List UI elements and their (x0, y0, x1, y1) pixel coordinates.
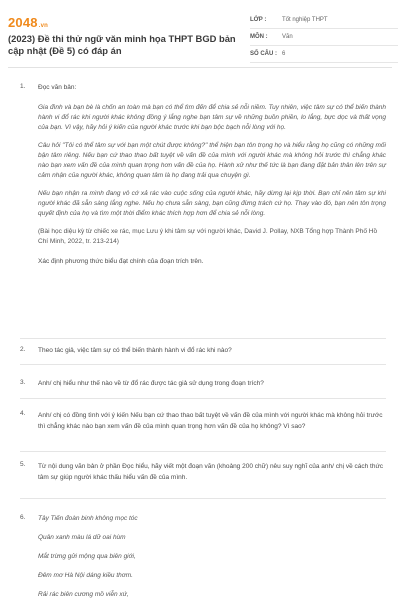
poem-line: Đêm mơ Hà Nội dáng kiều thơm. (38, 572, 133, 579)
meta-label: SỐ CÂU : (250, 51, 277, 57)
site-logo[interactable] (8, 15, 48, 30)
question-item (0, 83, 400, 267)
question-prompt: Xác định phương thức biểu đạt chính của đoạn trích trên. (38, 258, 204, 265)
document-title: (2023) Đề thi thử ngữ văn minh họa THPT BGD bản cập nhật (Đề 5) có đáp án (8, 33, 236, 56)
meta-row-subject (250, 29, 398, 46)
poem-line: Rải rác biên cương mồ viễn xứ, (38, 591, 129, 598)
meta-row-grade (250, 12, 398, 29)
passage-paragraph: Nếu bạn nhận ra mình đang vô cớ xả rác vào cuộc sống của người khác, hãy dừng lại kịp thời. Bạn chỉ nên tâm sự khi người khác đã sẵn sàng lắng nghe. Nếu họ chưa sẵn sàng, bạn cũng đừng trách cứ họ. Thay vào đó, bạn nên tôn trọng quyết định của họ và tìm một thời điểm khác thích hợp hơn để chia sẻ nỗi lòng. (38, 190, 386, 217)
question-item (0, 410, 400, 432)
logo-sub-text: .vn (38, 23, 49, 29)
passage-source: (Bài học diệu kỳ từ chiếc xe rác, mục Lưu ý khi tâm sự với người khác, David J. Pollay, NXB Tổng hợp Thành Phố Hồ Chí Minh, 2022, tr. 213-214) (38, 228, 378, 245)
question-separator (20, 398, 386, 399)
page-header (0, 0, 400, 66)
question-list (0, 76, 400, 600)
poem-line: Tây Tiến đoàn binh không mọc tóc (38, 515, 138, 522)
question-separator (20, 451, 386, 452)
meta-value: Văn (282, 34, 293, 40)
logo-main-text: 2048 (8, 15, 38, 30)
question-number: 6. (20, 514, 26, 521)
question-prompt: Theo tác giả, việc tâm sự có thể biến thành hành vi đổ rác khi nào? (38, 347, 232, 354)
question-prompt: Anh/ chị có đồng tình với ý kiến Nếu bạn cứ thao thao bất tuyệt về vấn đề của mình với người khác mà không hỏi trước thì chẳng khác nào bạn xem vấn đề của mình quan trọng hơn vấn đề của họ không? Vì sao? (38, 412, 383, 430)
question-number: 4. (20, 410, 26, 417)
question-number: 2. (20, 346, 26, 353)
question-separator (20, 498, 386, 499)
question-number: 1. (20, 83, 26, 90)
poem-line: Quân xanh màu lá dữ oai hùm (38, 534, 126, 541)
question-separator (20, 338, 386, 339)
header-divider (8, 67, 392, 68)
question-number: 3. (20, 379, 26, 386)
question-item (0, 461, 400, 483)
question-prompt: Từ nội dung văn bản ở phần Đọc hiểu, hãy viết một đoạn văn (khoảng 200 chữ) nêu suy nghĩ của anh/ chị về cách thức tâm sự giúp người khác thấu hiểu vấn đề của mình. (38, 463, 384, 481)
poem-line: Mắt trừng gửi mộng qua biên giới, (38, 553, 136, 560)
question-heading: Đọc văn bản: (38, 84, 77, 91)
question-number: 5. (20, 461, 26, 468)
meta-row-question-count (250, 46, 398, 63)
passage-paragraph: Câu hỏi "Tôi có thể tâm sự với bạn một chút được không?" thể hiện bạn tôn trọng họ và hiểu rằng họ cũng có những mối bận tâm riêng. Nếu bạn cứ thao thao bất tuyệt về vấn đề của mình với người khác mà không hỏi trước thì chẳng khác nào bạn xem vấn đề của mình quan trọng hơn vấn đề của họ. Hành xử như thế tức là bạn đang đặt bản thân lên trên sự cảm nhận của người khác, không quan tâm là họ đang trải qua chuyện gì. (38, 142, 386, 179)
question-prompt: Anh/ chị hiểu như thế nào về từ đổ rác được tác giả sử dụng trong đoạn trích? (38, 380, 264, 387)
passage-paragraph: Gia đình và bạn bè là chốn an toàn mà bạn có thể tìm đến để chia sẻ nỗi niềm. Tuy nhiên, việc tâm sự có thể biến thành hành vi đổ rác khi người khác không đồng ý lắng nghe bạn tâm sự về những buồn phiền, lo lắng, bực dọc và thất vọng của bạn. Vì vậy, hãy hỏi ý kiến của người khác trước khi bạn bộc bạch nỗi lòng với họ. (38, 104, 386, 131)
question-item (0, 379, 400, 389)
question-separator (20, 364, 386, 365)
meta-value: Tốt nghiệp THPT (282, 17, 328, 23)
question-item (0, 514, 400, 609)
meta-label: MÔN : (250, 34, 268, 40)
meta-label: LỚP : (250, 17, 267, 23)
meta-value: 6 (282, 51, 286, 57)
question-item (0, 346, 400, 356)
exam-meta-table (250, 12, 398, 63)
